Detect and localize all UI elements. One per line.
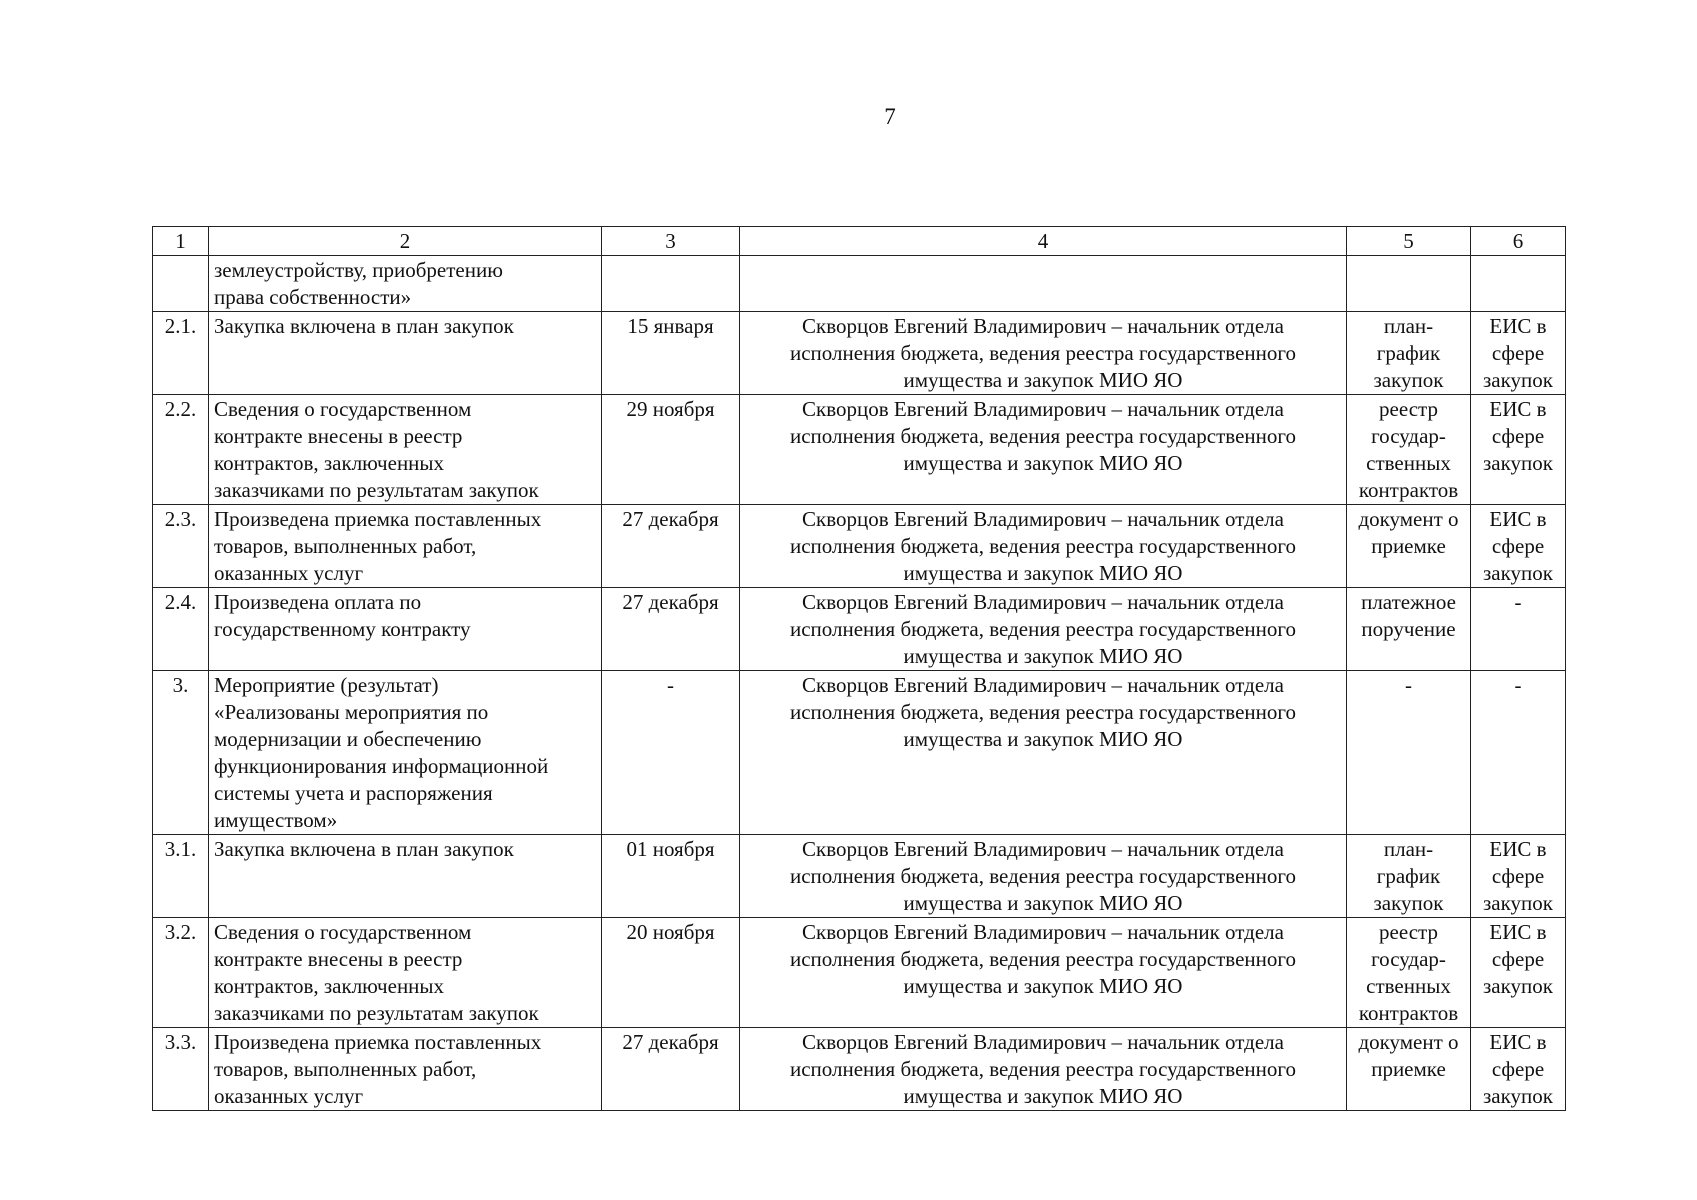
information-system-line: - xyxy=(1514,590,1522,614)
responsible-person-line: имущества и закупок МИО ЯО xyxy=(903,451,1183,475)
responsible-person-line: Скворцов Евгений Владимирович – начальник отдела xyxy=(802,1030,1284,1054)
information-system-line: закупок xyxy=(1483,561,1553,585)
information-system-line: сфере xyxy=(1491,1057,1545,1081)
event-title-line: контракте внесены в реестр xyxy=(214,947,463,971)
row-number-cell: 3.3. xyxy=(153,1028,209,1111)
confirming-document-line: приемке xyxy=(1371,534,1446,558)
deadline-cell xyxy=(602,256,740,312)
responsible-person-line: Скворцов Евгений Владимирович – начальник отдела xyxy=(802,673,1284,697)
event-title-line: Произведена приемка поставленных xyxy=(214,1030,542,1054)
event-title-line: Сведения о государственном xyxy=(214,397,472,421)
row-number-cell: 2.1. xyxy=(153,312,209,395)
information-system-cell xyxy=(1471,588,1566,671)
responsible-person-line: имущества и закупок МИО ЯО xyxy=(903,727,1183,751)
confirming-document-line: график xyxy=(1376,341,1441,365)
row-number-cell: 3.1. xyxy=(153,835,209,918)
responsible-person-line: Скворцов Евгений Владимирович – начальник отдела xyxy=(802,920,1284,944)
information-system-line: закупок xyxy=(1483,451,1553,475)
confirming-document-line: контрактов xyxy=(1358,478,1459,502)
confirming-document-cell xyxy=(1347,588,1471,671)
information-system-line: сфере xyxy=(1491,424,1545,448)
event-title-line: имуществом» xyxy=(214,808,338,832)
confirming-document-cell xyxy=(1347,835,1471,918)
responsible-person-line: Скворцов Евгений Владимирович – начальник отдела xyxy=(802,590,1284,614)
deadline-cell: 20 ноября xyxy=(602,918,740,1028)
information-system-cell xyxy=(1471,505,1566,588)
column-number-6: 6 xyxy=(1471,227,1566,256)
table-row xyxy=(153,1028,1566,1111)
responsible-person-cell xyxy=(740,395,1347,505)
confirming-document-line: реестр xyxy=(1379,920,1438,944)
information-system-line: сфере xyxy=(1491,864,1545,888)
information-system-cell xyxy=(1471,918,1566,1028)
event-title-cell xyxy=(209,312,602,395)
responsible-person-line: исполнения бюджета, ведения реестра государственного xyxy=(790,617,1296,641)
confirming-document-line: государ- xyxy=(1371,424,1446,448)
event-title-cell xyxy=(209,588,602,671)
responsible-person-line: Скворцов Евгений Владимирович – начальник отдела xyxy=(802,397,1284,421)
information-system-cell xyxy=(1471,256,1566,312)
information-system-line: ЕИС в xyxy=(1489,397,1547,421)
information-system-cell xyxy=(1471,835,1566,918)
responsible-person-line: имущества и закупок МИО ЯО xyxy=(903,891,1183,915)
event-title-line: заказчиками по результатам закупок xyxy=(214,478,539,502)
confirming-document-cell xyxy=(1347,312,1471,395)
responsible-person-line: имущества и закупок МИО ЯО xyxy=(903,1084,1183,1108)
event-title-line: Закупка включена в план закупок xyxy=(214,314,514,338)
responsible-person-cell xyxy=(740,588,1347,671)
plan-table-body xyxy=(153,227,1566,1111)
event-title-line: землеустройству, приобретению xyxy=(214,258,503,282)
information-system-line: ЕИС в xyxy=(1489,507,1547,531)
responsible-person-cell xyxy=(740,835,1347,918)
responsible-person-line: исполнения бюджета, ведения реестра государственного xyxy=(790,700,1296,724)
responsible-person-cell xyxy=(740,671,1347,835)
responsible-person-line: имущества и закупок МИО ЯО xyxy=(903,644,1183,668)
confirming-document-line: документ о xyxy=(1358,507,1459,531)
table-row xyxy=(153,671,1566,835)
event-title-line: Произведена оплата по xyxy=(214,590,422,614)
event-title-line: контрактов, заключенных xyxy=(214,451,445,475)
confirming-document-cell xyxy=(1347,1028,1471,1111)
deadline-cell: 29 ноября xyxy=(602,395,740,505)
table-row xyxy=(153,256,1566,312)
event-title-line: контрактов, заключенных xyxy=(214,974,445,998)
responsible-person-cell xyxy=(740,505,1347,588)
responsible-person-line: исполнения бюджета, ведения реестра государственного xyxy=(790,534,1296,558)
event-title-line: модернизации и обеспечению xyxy=(214,727,482,751)
column-number-5: 5 xyxy=(1347,227,1471,256)
deadline-cell: 27 декабря xyxy=(602,588,740,671)
row-number-cell: 3. xyxy=(153,671,209,835)
event-title-cell xyxy=(209,395,602,505)
responsible-person-line: имущества и закупок МИО ЯО xyxy=(903,561,1183,585)
confirming-document-line: документ о xyxy=(1358,1030,1459,1054)
confirming-document-line: график xyxy=(1376,864,1441,888)
confirming-document-line: закупок xyxy=(1373,368,1444,392)
information-system-cell xyxy=(1471,395,1566,505)
event-title-line: права собственности» xyxy=(214,285,412,309)
column-number-1: 1 xyxy=(153,227,209,256)
row-number-cell: 2.2. xyxy=(153,395,209,505)
responsible-person-line: исполнения бюджета, ведения реестра государственного xyxy=(790,424,1296,448)
confirming-document-line: реестр xyxy=(1379,397,1438,421)
confirming-document-cell xyxy=(1347,671,1471,835)
event-title-line: товаров, выполненных работ, xyxy=(214,534,477,558)
deadline-cell: - xyxy=(602,671,740,835)
responsible-person-line: исполнения бюджета, ведения реестра государственного xyxy=(790,1057,1296,1081)
information-system-line: закупок xyxy=(1483,368,1553,392)
event-title-line: функционирования информационной xyxy=(214,754,549,778)
information-system-line: закупок xyxy=(1483,1084,1553,1108)
deadline-cell: 01 ноября xyxy=(602,835,740,918)
deadline-cell: 27 декабря xyxy=(602,505,740,588)
information-system-cell xyxy=(1471,312,1566,395)
responsible-person-line: исполнения бюджета, ведения реестра государственного xyxy=(790,864,1296,888)
event-title-cell xyxy=(209,918,602,1028)
responsible-person-cell xyxy=(740,256,1347,312)
confirming-document-line: ственных xyxy=(1366,974,1451,998)
event-title-cell xyxy=(209,671,602,835)
event-title-line: «Реализованы мероприятия по xyxy=(214,700,489,724)
deadline-cell: 27 декабря xyxy=(602,1028,740,1111)
confirming-document-cell xyxy=(1347,505,1471,588)
confirming-document-line: приемке xyxy=(1371,1057,1446,1081)
information-system-line: ЕИС в xyxy=(1489,920,1547,944)
row-number-cell: 2.3. xyxy=(153,505,209,588)
row-number-cell: 3.2. xyxy=(153,918,209,1028)
confirming-document-line: план- xyxy=(1383,314,1434,338)
event-title-cell xyxy=(209,1028,602,1111)
event-title-cell xyxy=(209,835,602,918)
information-system-cell xyxy=(1471,671,1566,835)
table-row xyxy=(153,835,1566,918)
confirming-document-line: - xyxy=(1405,673,1412,697)
column-number-4: 4 xyxy=(740,227,1347,256)
event-title-line: системы учета и распоряжения xyxy=(214,781,493,805)
event-title-line: контракте внесены в реестр xyxy=(214,424,463,448)
responsible-person-line: имущества и закупок МИО ЯО xyxy=(903,974,1183,998)
responsible-person-cell xyxy=(740,918,1347,1028)
event-title-line: оказанных услуг xyxy=(214,1084,364,1108)
confirming-document-line: ственных xyxy=(1366,451,1451,475)
responsible-person-cell xyxy=(740,312,1347,395)
responsible-person-line: Скворцов Евгений Владимирович – начальник отдела xyxy=(802,837,1284,861)
confirming-document-line: поручение xyxy=(1361,617,1456,641)
confirming-document-cell xyxy=(1347,395,1471,505)
information-system-line: сфере xyxy=(1491,534,1545,558)
information-system-line: сфере xyxy=(1491,341,1545,365)
event-title-line: Закупка включена в план закупок xyxy=(214,837,514,861)
confirming-document-cell xyxy=(1347,256,1471,312)
event-title-line: Произведена приемка поставленных xyxy=(214,507,542,531)
table-row xyxy=(153,312,1566,395)
responsible-person-line: имущества и закупок МИО ЯО xyxy=(903,368,1183,392)
confirming-document-line: государ- xyxy=(1371,947,1446,971)
table-row xyxy=(153,588,1566,671)
information-system-line: закупок xyxy=(1483,891,1553,915)
confirming-document-line: платежное xyxy=(1361,590,1456,614)
plan-table xyxy=(152,226,1566,1111)
page-number: 7 xyxy=(884,104,896,129)
information-system-line: сфере xyxy=(1491,947,1545,971)
responsible-person-line: исполнения бюджета, ведения реестра государственного xyxy=(790,947,1296,971)
table-row xyxy=(153,918,1566,1028)
column-number-3: 3 xyxy=(602,227,740,256)
responsible-person-line: Скворцов Евгений Владимирович – начальник отдела xyxy=(802,507,1284,531)
event-title-cell xyxy=(209,505,602,588)
confirming-document-line: контрактов xyxy=(1358,1001,1459,1025)
event-title-line: оказанных услуг xyxy=(214,561,364,585)
information-system-line: закупок xyxy=(1483,974,1553,998)
column-number-row xyxy=(153,227,1566,256)
table-row xyxy=(153,395,1566,505)
column-number-2: 2 xyxy=(209,227,602,256)
responsible-person-line: Скворцов Евгений Владимирович – начальник отдела xyxy=(802,314,1284,338)
responsible-person-line: исполнения бюджета, ведения реестра государственного xyxy=(790,341,1296,365)
confirming-document-line: план- xyxy=(1383,837,1434,861)
information-system-line: ЕИС в xyxy=(1489,314,1547,338)
event-title-line: Мероприятие (результат) xyxy=(214,673,439,697)
information-system-line: - xyxy=(1514,673,1522,697)
row-number-cell: 2.4. xyxy=(153,588,209,671)
event-title-line: заказчиками по результатам закупок xyxy=(214,1001,539,1025)
event-title-line: Сведения о государственном xyxy=(214,920,472,944)
event-title-line: государственному контракту xyxy=(214,617,471,641)
confirming-document-cell xyxy=(1347,918,1471,1028)
deadline-cell: 15 января xyxy=(602,312,740,395)
event-title-line: товаров, выполненных работ, xyxy=(214,1057,477,1081)
confirming-document-line: закупок xyxy=(1373,891,1444,915)
information-system-line: ЕИС в xyxy=(1489,837,1547,861)
information-system-line: ЕИС в xyxy=(1489,1030,1547,1054)
table-row xyxy=(153,505,1566,588)
information-system-cell xyxy=(1471,1028,1566,1111)
responsible-person-cell xyxy=(740,1028,1347,1111)
event-title-cell xyxy=(209,256,602,312)
row-number-cell xyxy=(153,256,209,312)
